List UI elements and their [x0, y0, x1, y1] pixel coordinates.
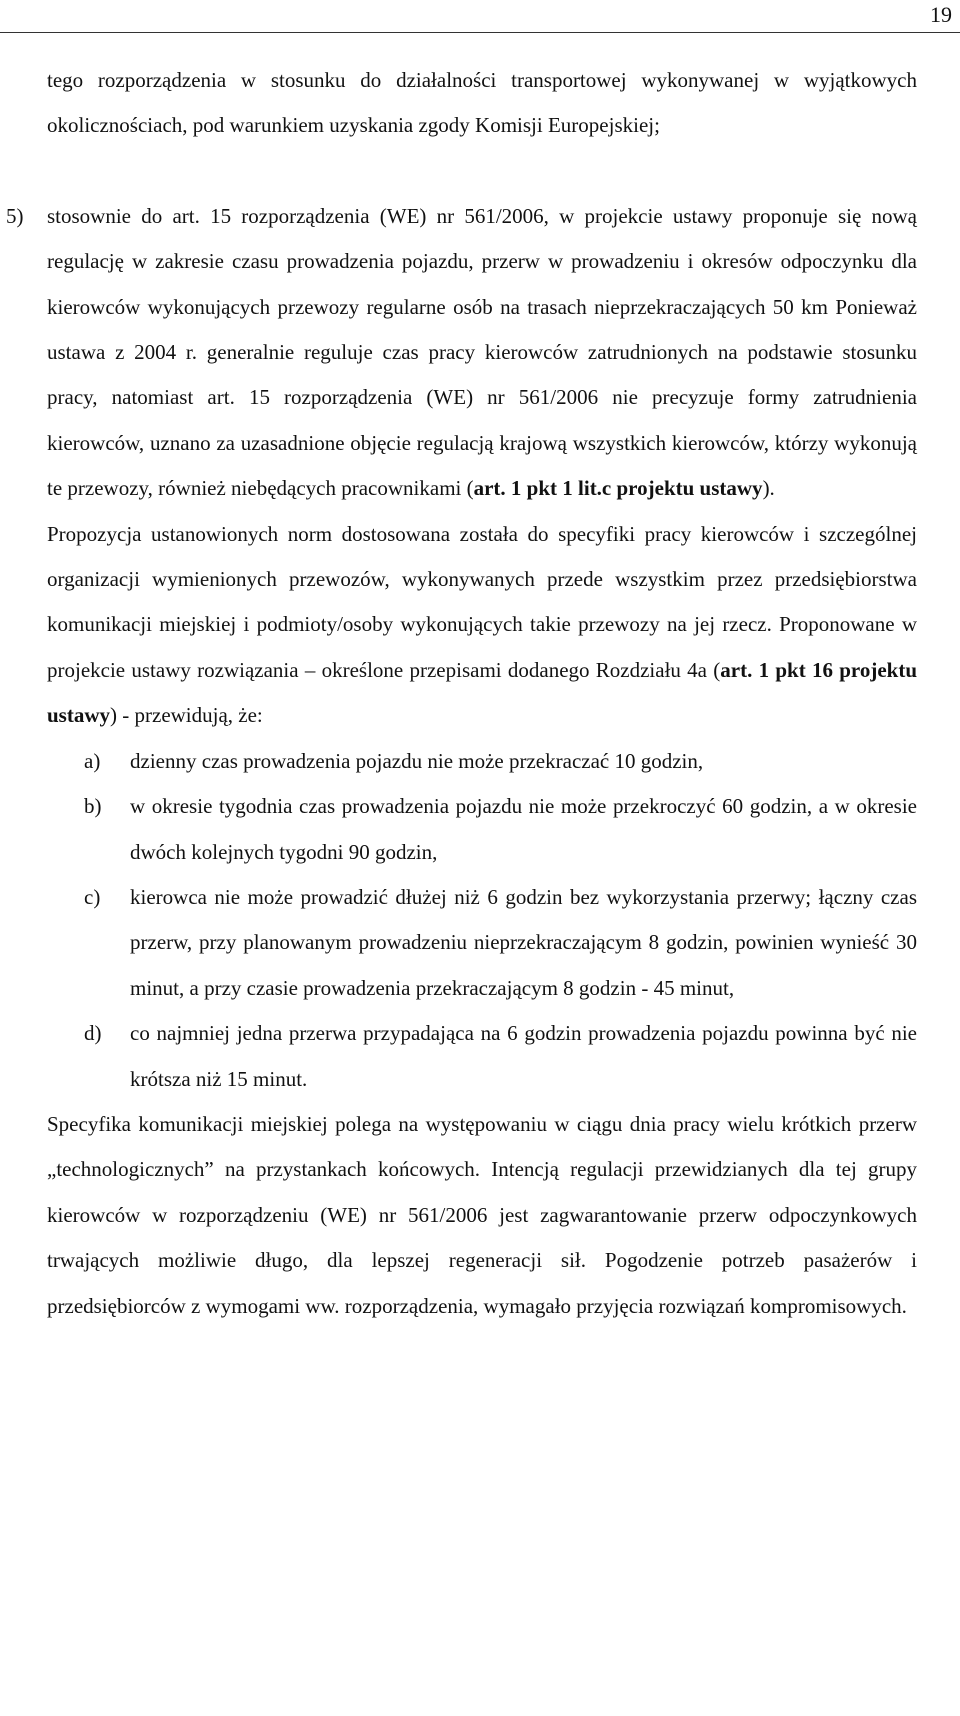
list-item: [47, 875, 917, 1011]
list-item-text: dzienny czas prowadzenia pojazdu nie może przekraczać 10 godzin,: [130, 748, 704, 773]
list-item-label: c): [84, 884, 101, 909]
paragraph-spacer: [47, 149, 917, 194]
item-5-paragraph: [6, 194, 917, 512]
list-item-label: d): [84, 1021, 102, 1046]
item-5-reference: art. 1 pkt 1 lit.c projektu ustawy: [473, 476, 763, 501]
header-rule: [0, 32, 960, 33]
proposal-text: Propozycja ustanowionych norm dostosowana została do specyfiki pracy kierowców i szczególnej organizacji wymienionych przewozów, wykonywanych przede wszystkim przez przedsiębiorstwa komunikacji miejskiej i podmioty/osoby wykonujących takie przewozy na jej rzecz. Proponowane w projekcie ustawy rozwiązania – określone przepisami dodanego Rozdziału 4a (: [47, 521, 917, 682]
document-body: [6, 58, 918, 1329]
item-5-end: ).: [762, 476, 775, 501]
list-item-text: w okresie tygodnia czas prowadzenia pojazdu nie może przekroczyć 60 godzin, a w okresie dwóch kolejnych tygodni 90 godzin,: [130, 794, 917, 864]
proposal-reference: art. 1 pkt 16 projektu ustawy: [47, 657, 918, 728]
list-item-text: kierowca nie może prowadzić dłużej niż 6 godzin bez wykorzystania przerwy; łączny czas przerw, przy planowanym prowadzeniu nieprzekraczającym 8 godzin, powinien wynieść 30 minut, a przy czasie prowadzenia przekraczającym 8 godzin - 45 minut,: [130, 884, 917, 1000]
item-5-label: 5): [6, 203, 24, 228]
closing-paragraph: Specyfika komunikacji miejskiej polega na występowaniu w ciągu dnia pracy wielu krótkich przerw „technologicznych” na przystankach końcowych. Intencją regulacji przewidzianych dla tej grupy kierowców w rozporządzeniu (WE) nr 561/2006 jest zagwarantowanie przerw odpoczynkowych trwających możliwie długo, dla lepszej regeneracji sił. Pogodzenie potrzeb pasażerów i przedsiębiorców z wymogami ww. rozporządzenia, wymagało przyjęcia rozwiązań kompromisowych.: [47, 1111, 917, 1318]
list-item: [47, 739, 917, 784]
item-5-text: stosownie do art. 15 rozporządzenia (WE) nr 561/2006, w projekcie ustawy proponuje się nową regulację w zakresie czasu prowadzenia pojazdu, przerw w prowadzeniu i okresów odpoczynku dla kierowców wykonujących przewozy regularne osób na trasach nieprzekraczających 50 km Ponieważ ustawa z 2004 r. generalnie reguluje czas pracy kierowców zatrudnionych na podstawie stosunku pracy, natomiast art. 15 rozporządzenia (WE) nr 561/2006 nie precyzuje formy zatrudnienia kierowców, uznano za uzasadnione objęcie regulacją krajową wszystkich kierowców, którzy wykonują te przewozy, również niebędących pracownikami (: [47, 203, 917, 501]
list-item-label: a): [84, 748, 101, 773]
list-item: [47, 1011, 917, 1102]
proposal-paragraph: [47, 512, 917, 739]
list-item-label: b): [84, 794, 102, 819]
list-item: [47, 784, 917, 875]
page-number: 19: [930, 2, 952, 27]
norms-list: [47, 739, 917, 1102]
intro-paragraph: tego rozporządzenia w stosunku do działalności transportowej wykonywanej w wyjątkowych okolicznościach, pod warunkiem uzyskania zgody Komisji Europejskiej;: [47, 68, 917, 138]
list-item-text: co najmniej jedna przerwa przypadająca na 6 godzin prowadzenia pojazdu powinna być nie krótsza niż 15 minut.: [130, 1021, 917, 1091]
proposal-end: ) - przewidują, że:: [110, 703, 263, 728]
